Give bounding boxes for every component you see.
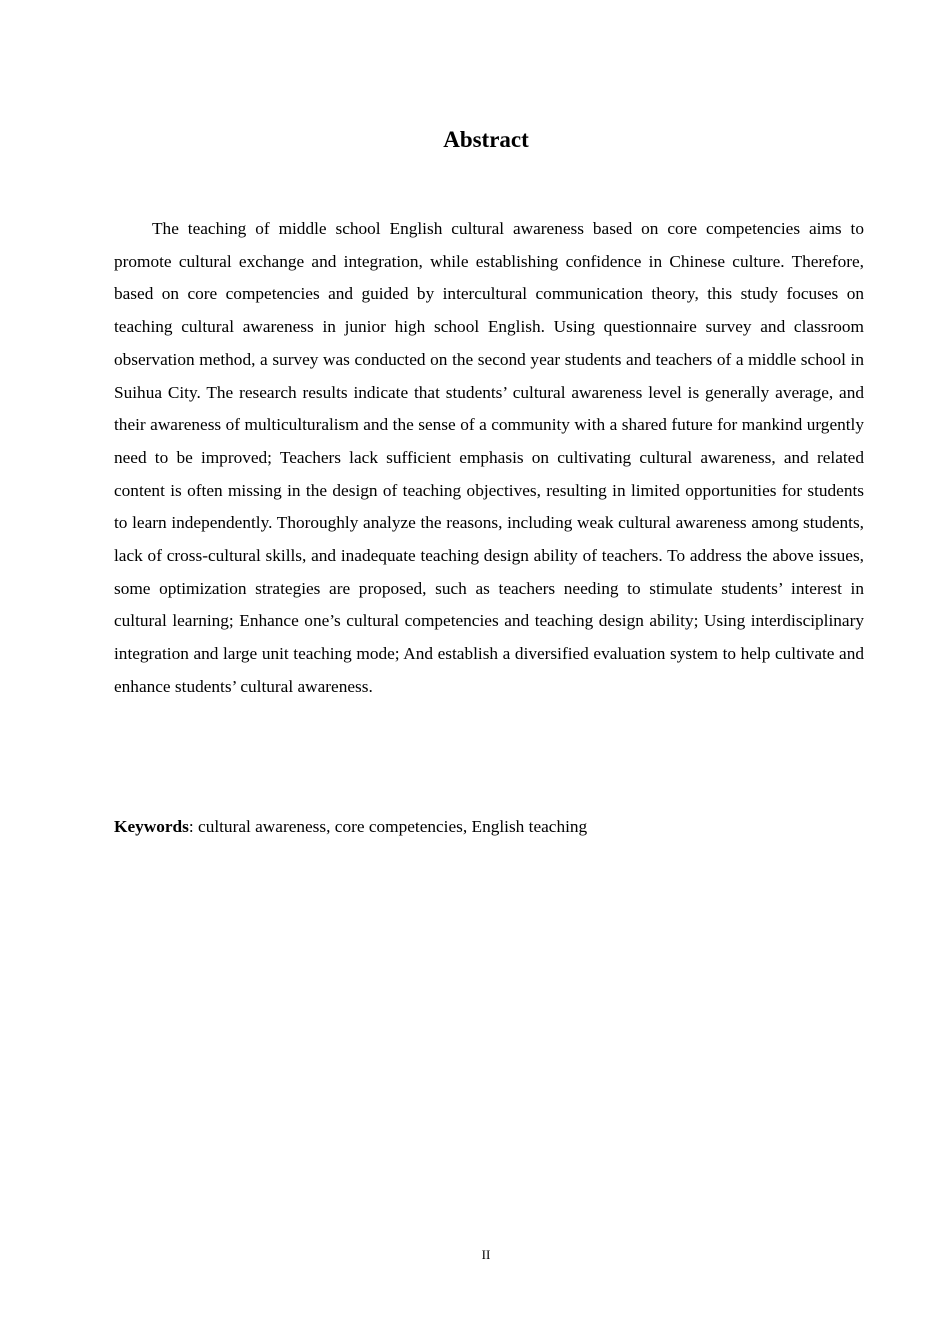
keywords-label: Keywords bbox=[114, 817, 189, 836]
keywords-text: cultural awareness, core competencies, English teaching bbox=[193, 817, 588, 836]
keywords-separator: : bbox=[188, 817, 194, 836]
keywords-line bbox=[114, 811, 864, 843]
page-number: II bbox=[481, 1247, 491, 1262]
abstract-body: The teaching of middle school English cultural awareness based on core competencies aims to promote cultural exchange and integration, while establishing confidence in Chinese culture. Therefore, based on core competencies and guided by intercultural communication theory, this study focuses on teaching cultural awareness in junior high school English. Using questionnaire survey and classroom observation method, a survey was conducted on the second year students and teachers of a middle school in Suihua City. The research results indicate that students’ cultural awareness level is generally average, and their awareness of multiculturalism and the sense of a community with a shared future for mankind urgently need to be improved; Teachers lack sufficient emphasis on cultivating cultural awareness, and related content is often missing in the design of teaching objectives, resulting in limited opportunities for students to learn independently. Thoroughly analyze the reasons, including weak cultural awareness among students, lack of cross-cultural skills, and inadequate teaching design ability of teachers. To address the above issues, some optimization strategies are proposed, such as teachers needing to stimulate students’ interest in cultural learning; Enhance one’s cultural competencies and teaching design ability; Using interdisciplinary integration and large unit teaching mode; And establish a diversified evaluation system to help cultivate and enhance students’ cultural awareness. bbox=[114, 219, 864, 696]
abstract-title: Abstract bbox=[443, 127, 529, 152]
